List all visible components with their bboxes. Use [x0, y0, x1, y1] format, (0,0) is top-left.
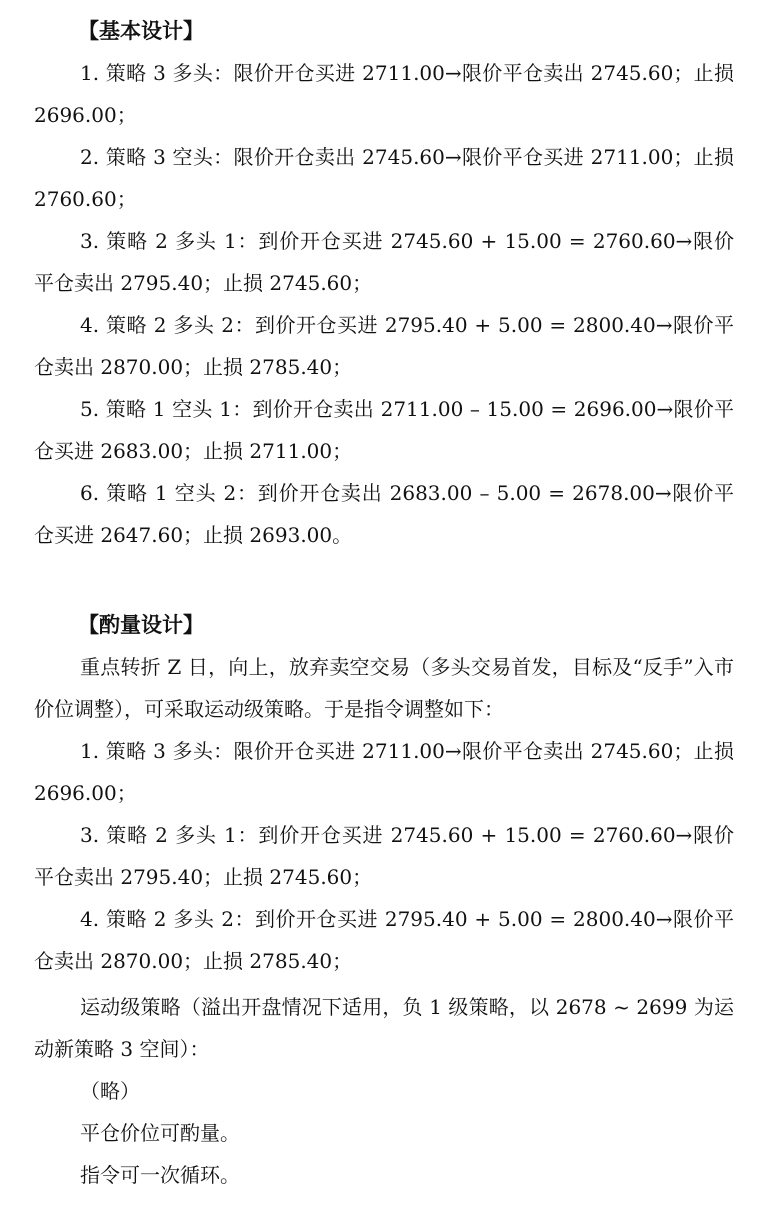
loop-note: 指令可一次循环。 [80, 1163, 240, 1187]
section-spacer [34, 556, 734, 604]
adjust-design-heading: 【酌量设计】 [78, 613, 204, 637]
adjust-intro: 重点转折 Z 日，向上，放弃卖空交易（多头交易首发，目标及“反手”入市价位调整），可采取运动级策略。于是指令调整如下： [34, 655, 734, 721]
basic-design-heading: 【基本设计】 [78, 19, 204, 43]
basic-item-1: 1. 策略 3 多头：限价开仓买进 2711.00→限价平仓卖出 2745.60；止损 2696.00； [34, 61, 734, 127]
basic-item-4: 4. 策略 2 多头 2：到价开仓买进 2795.40 + 5.00 = 2800.40→限价平仓卖出 2870.00；止损 2785.40； [34, 313, 734, 379]
adjust-item-3: 3. 策略 2 多头 1：到价开仓买进 2745.60 + 15.00 = 2760.60→限价平仓卖出 2795.40；止损 2745.60； [34, 823, 734, 889]
adjust-item-4: 4. 策略 2 多头 2：到价开仓买进 2795.40 + 5.00 = 2800.40→限价平仓卖出 2870.00；止损 2785.40； [34, 907, 734, 973]
basic-item-3: 3. 策略 2 多头 1：到价开仓买进 2745.60 + 15.00 = 2760.60→限价平仓卖出 2795.40；止损 2745.60； [34, 229, 734, 295]
basic-item-6: 6. 策略 1 空头 2：到价开仓卖出 2683.00 – 5.00 = 2678.00→限价平仓买进 2647.60；止损 2693.00。 [34, 481, 734, 547]
basic-item-2: 2. 策略 3 空头：限价开仓卖出 2745.60→限价平仓买进 2711.00；止损 2760.60； [34, 145, 734, 211]
omitted-note: （略） [80, 1079, 140, 1103]
close-price-note: 平仓价位可酌量。 [80, 1121, 240, 1145]
adjust-item-1: 1. 策略 3 多头：限价开仓买进 2711.00→限价平仓卖出 2745.60；止损 2696.00； [34, 739, 734, 805]
basic-item-5: 5. 策略 1 空头 1：到价开仓卖出 2711.00 – 15.00 = 2696.00→限价平仓买进 2683.00；止损 2711.00； [34, 397, 734, 463]
motion-strategy-note: 运动级策略（溢出开盘情况下适用，负 1 级策略，以 2678 ~ 2699 为运动新策略 3 空间）： [34, 995, 734, 1061]
